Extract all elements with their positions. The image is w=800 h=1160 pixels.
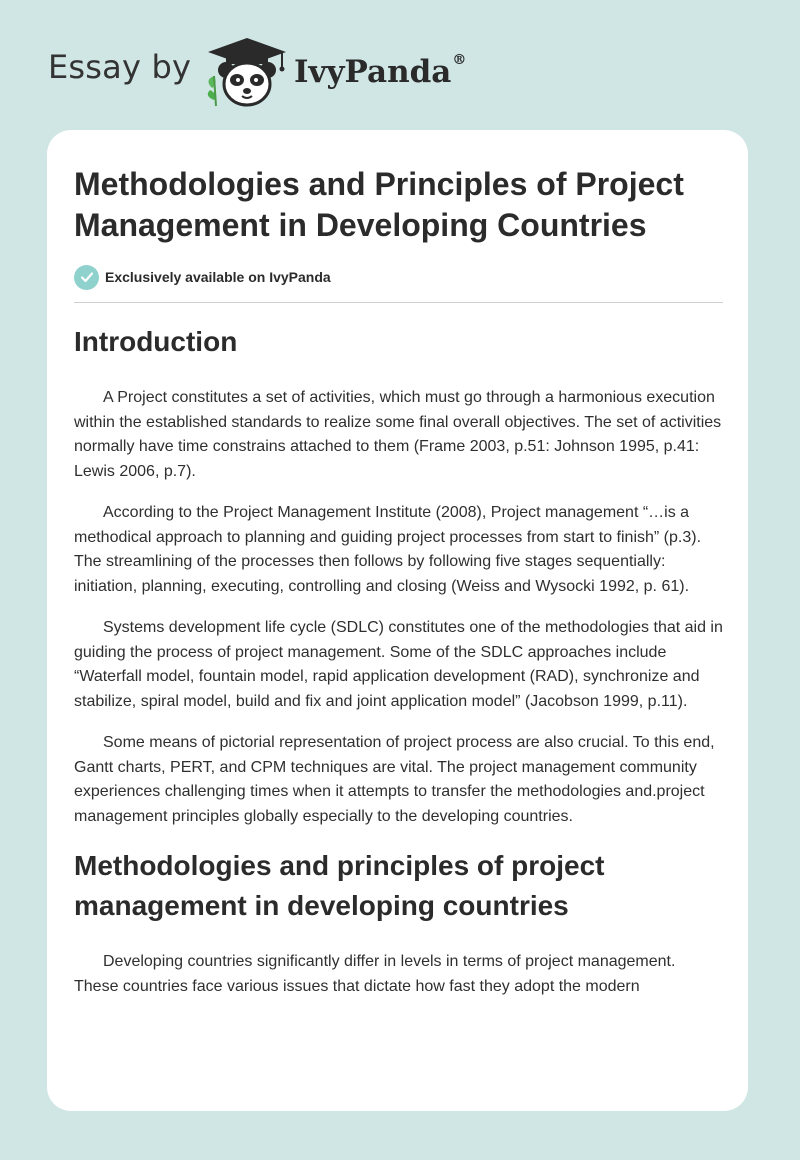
section-heading-methodologies: Methodologies and principles of project management in developing countries xyxy=(74,850,605,921)
essay-card xyxy=(47,130,748,1111)
brand-name[interactable]: IvyPanda® xyxy=(294,52,467,90)
paragraph: Some means of pictorial representation of project process are also crucial. To this end, Gantt charts, PERT, and CPM techniques are vital. The project management community experiences challenging times when it attempts to transfer the methodologies and.project management principles globally especially to the developing countries. xyxy=(74,734,715,825)
paragraph: Developing countries significantly differ in levels in terms of project management. These countries face various issues that dictate how fast they adopt the modern xyxy=(74,953,676,995)
essay-by-label: Essay by xyxy=(48,48,192,86)
page-title: Methodologies and Principles of Project Management in Developing Countries xyxy=(74,166,684,243)
site-header xyxy=(0,0,800,130)
check-icon xyxy=(74,265,99,290)
paragraph: According to the Project Management Institute (2008), Project management “…is a methodical approach to planning and guiding project processes from start to finish” (p.3). The streamlining of the processes then follows by following five stages sequentially: initiation, planning, executing, controlling and closing (Weiss and Wysocki 1992, p. 61). xyxy=(74,504,702,595)
section-heading-introduction: Introduction xyxy=(74,326,238,357)
paragraph: Systems development life cycle (SDLC) constitutes one of the methodologies that aid in guiding the process of project management. Some of the SDLC approaches include “Waterfall model, fountain model, rapid application development (RAD), synchronize and stabilize, spiral model, build and fix and joint application model” (Jacobson 1999, p.11). xyxy=(74,619,723,710)
essay-body xyxy=(74,322,723,1016)
paragraph: A Project constitutes a set of activities, which must go through a harmonious execution within the established standards to realize some final overall objectives. The set of activities normally have time constrains attached to them (Frame 2003, p.51: Johnson 1995, p.41: Lewis 2006, p.7). xyxy=(74,389,722,480)
exclusive-label: Exclusively available on IvyPanda xyxy=(105,269,331,285)
divider xyxy=(74,302,723,303)
panda-graduate-logo-icon[interactable] xyxy=(202,36,292,110)
exclusive-badge xyxy=(74,264,331,290)
